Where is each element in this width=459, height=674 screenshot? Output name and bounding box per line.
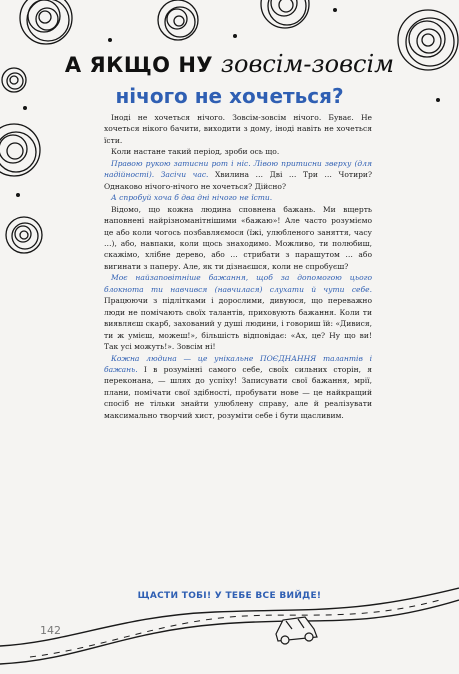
scribble-ball-top-right	[261, 0, 309, 28]
paragraph	[104, 146, 372, 157]
paragraph	[104, 158, 372, 192]
highlighted-text: А спробуй хоча б два дні нічого не їсти.	[111, 193, 273, 203]
paragraph	[104, 112, 372, 146]
article-body	[104, 112, 372, 421]
text-run: Іноді не хочеться нічого. Зовсім-зовсім нічого. Буває. Не хочеться нікого бачити, виходити з дому, іноді навіть не хочеться їсти.	[104, 113, 372, 145]
paragraph	[104, 272, 372, 352]
scribble-ball-top-center	[158, 0, 198, 40]
highlighted-text: Кожна людина — це унікальне ПОЄДНАННЯ талантів і бажань.	[104, 353, 372, 374]
heading-plain-text: А ЯКЩО НУ	[64, 53, 214, 77]
heading-line-1	[0, 50, 459, 78]
scribble-ball-lower-left	[6, 217, 42, 253]
text-run: Працюючи з підлітками і дорослими, дивуюся, що переважно люди не помічають своїх талантів, приховують бажання. Коли ти виявляєш скарб, захований у душі людини, і говориш їй: «Дивися, ти ж умієш, можеш!», більшість відповідає: «Ах, це? Ну що ви! Так усі можуть!». Зовсім ні!	[104, 296, 372, 352]
scribble-ball-top-left	[20, 0, 72, 44]
paragraph	[104, 192, 372, 203]
car-drawing	[276, 617, 317, 644]
scribble-ball-mid-left	[0, 124, 40, 176]
paragraph	[104, 204, 372, 273]
paragraph	[104, 353, 372, 422]
page-number: 142	[40, 624, 61, 637]
highlighted-text: Моє найзаповітніше бажання, щоб за допомогою цього блокнота ти навчився (навчилася) слухати й чути себе.	[104, 273, 372, 294]
text-run: І в розумінні самого себе, своїх сильних сторін, я переконана, — шлях до успіху! Записувати свої бажання, мрії, плани, помічати свої здібності, пробувати нове — це найкращий спосіб не тільки знайти улюблену справу, але й реалізувати максимально творчий хист, розуміти себе і бути щасливим.	[104, 364, 372, 420]
heading-handwritten-text: зовсім-зовсім	[220, 50, 395, 78]
highlighted-text: Правою рукою затисни рот і ніс. Лівою притисни зверху (для надійності). Засічи час.	[104, 158, 372, 180]
closing-wish: ЩАСТИ ТОБІ! У ТЕБЕ ВСЕ ВИЙДЕ!	[137, 591, 322, 601]
text-run: Відомо, що кожна людина сповнена бажань. Ми вщерть наповнені найрізноманітнішими «бажаю»! Але часто розуміємо це або коли чогось позбавляємося (їжі, улюбленого заняття, часу …), або, навпаки, коли щось знаходимо. Можливо, ти полюбиш, скажімо, хлібне дерево, або … стрибати з парашутом … або вигинати з паперу. Але, як ти дізнаєшся, коли не спробуєш?	[104, 204, 372, 271]
heading-line-2: нічого не хочеться?	[115, 84, 344, 108]
text-run: Коли настане такий період, зроби ось що.	[111, 147, 280, 157]
text-run: Хвилина … Дві … Три … Чотири? Однаково нічого-нічого не хочеться? Дійсно?	[104, 170, 373, 191]
